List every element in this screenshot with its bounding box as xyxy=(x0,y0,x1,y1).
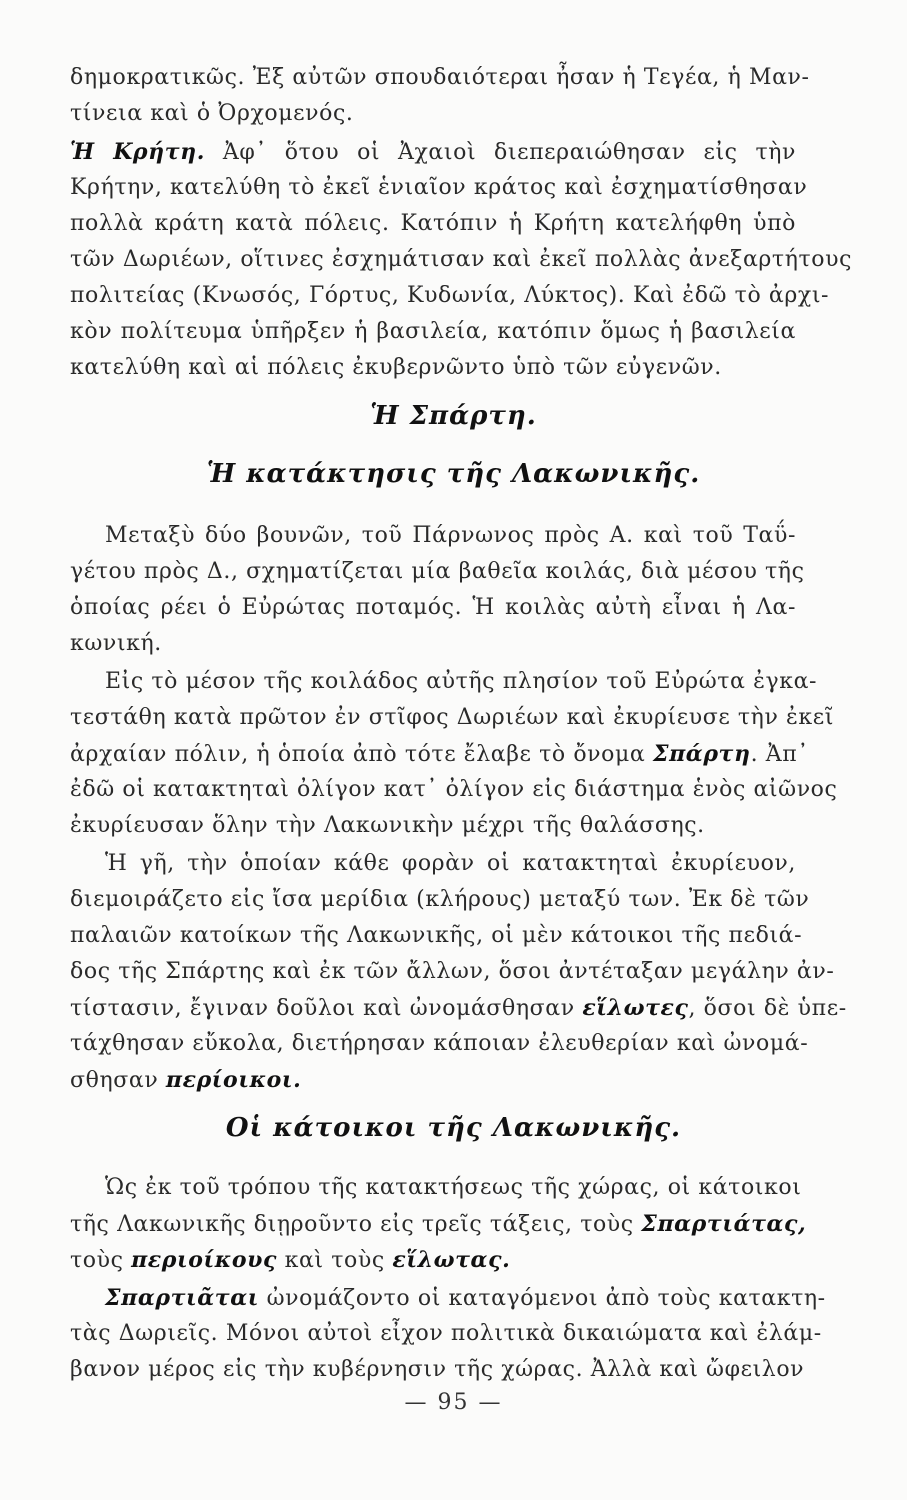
text-span: τίστασιν, ἔγιναν δοῦλοι καὶ ὠνομάσθησαν xyxy=(70,996,583,1021)
text-line: διεμοιράζετο εἰς ἴσα μερίδια (κλήρους) μεταξύ των. Ἐκ δὲ τῶν xyxy=(70,887,810,912)
term-spartiatai: Σπαρτιᾶται xyxy=(105,1285,259,1311)
section-title-crete: Ἡ Κρήτη. xyxy=(70,139,205,165)
section-heading-inhabitants: Οἱ κάτοικοι τῆς Λακωνικῆς. xyxy=(225,1113,682,1143)
text-span: , ὅσοι δὲ ὑπε- xyxy=(688,996,847,1021)
text-span: . Ἀπ᾽ xyxy=(750,742,809,767)
text-line xyxy=(70,1242,796,1278)
text-line: τεστάθη κατὰ πρῶτον ἐν στῖφος Δωριέων καὶ ἐκυρίευσε τὴν ἐκεῖ xyxy=(70,705,835,730)
text-line: τίνεια καὶ ὁ Ὀρχομενός. xyxy=(70,101,354,126)
text-line: Ἡ γῆ, τὴν ὁποίαν κάθε φορὰν οἱ κατακτηταὶ ἐκυρίευον, xyxy=(105,851,796,876)
term-perioikoi: περίοικοι. xyxy=(165,1067,302,1093)
term-sparta: Σπάρτη xyxy=(652,741,751,767)
text-line: ἐδῶ οἱ κατακτηταὶ ὀλίγον κατ᾽ ὀλίγον εἰς διάστημα ἑνὸς αἰῶνος xyxy=(70,777,838,802)
text-line: γέτου πρὸς Δ., σχηματίζεται μία βαθεῖα κοιλάς, διὰ μέσου τῆς xyxy=(70,559,805,584)
text-line xyxy=(70,990,847,1026)
text-line: ὁποίας ρέει ὁ Εὐρώτας ποταμός. Ἡ κοιλὰς αὐτὴ εἶναι ἡ Λα- xyxy=(70,595,796,620)
text-line: βανον μέρος εἰς τὴν κυβέρνησιν τῆς χώρας. Ἀλλὰ καὶ ὤφειλον xyxy=(70,1357,805,1382)
text-line: κὸν πολίτευμα ὑπῆρξεν ἡ βασιλεία, κατόπιν ὅμως ἡ βασιλεία xyxy=(70,319,796,344)
text-span: ὠνομάζοντο οἱ καταγόμενοι ἀπὸ τοὺς κατακτη- xyxy=(258,1286,826,1311)
term-spartiates: Σπαρτιάτας, xyxy=(641,1211,807,1237)
text-line: Εἰς τὸ μέσον τῆς κοιλάδος αὐτῆς πλησίον τοῦ Εὐρώτα ἐγκα- xyxy=(105,669,818,694)
text-line: τάχθησαν εὔκολα, διετήρησαν κάποιαν ἐλευθερίαν καὶ ὠνομά- xyxy=(70,1031,809,1056)
text-line xyxy=(70,736,809,772)
text-span: Ἀφ᾽ ὅτου οἱ Ἀχαιοὶ διεπεραιώθησαν εἰς τὴν xyxy=(205,140,796,165)
text-line: πολλὰ κράτη κατὰ πόλεις. Κατόπιν ἡ Κρήτη κατελήφθη ὑπὸ xyxy=(70,211,796,236)
text-line xyxy=(70,1062,796,1098)
text-span: καὶ τοὺς xyxy=(277,1248,393,1273)
term-helots: εἵλωτες xyxy=(582,995,689,1021)
text-line: Μεταξὺ δύο βουνῶν, τοῦ Πάρνωνος πρὸς Α. καὶ τοῦ Ταΰ- xyxy=(105,523,796,548)
text-line xyxy=(70,134,796,170)
text-line: παλαιῶν κατοίκων τῆς Λακωνικῆς, οἱ μὲν κάτοικοι τῆς πεδιά- xyxy=(70,923,803,948)
term-perioikous: περιοίκους xyxy=(131,1247,278,1273)
section-heading-sparta: Ἡ Σπάρτη. xyxy=(370,401,537,431)
text-line: κατελύθη καὶ αἱ πόλεις ἐκυβερνῶντο ὑπὸ τῶν εὐγενῶν. xyxy=(70,355,722,380)
text-span: τῆς Λακωνικῆς διῃροῦντο εἰς τρεῖς τάξεις, τοὺς xyxy=(70,1212,642,1237)
text-span: τοὺς xyxy=(70,1248,132,1273)
section-heading-conquest: Ἡ κατάκτησις τῆς Λακωνικῆς. xyxy=(206,459,701,489)
term-helotas: εἵλωτας. xyxy=(392,1247,511,1273)
text-line: δημοκρατικῶς. Ἐξ αὐτῶν σπουδαιότεραι ἦσαν ἡ Τεγέα, ἡ Μαν- xyxy=(70,65,810,90)
text-line: ἐκυρίευσαν ὅλην τὴν Λακωνικὴν μέχρι τῆς θαλάσσης. xyxy=(70,813,705,838)
text-line: Ὡς ἐκ τοῦ τρόπου τῆς κατακτήσεως τῆς χώρας, οἱ κάτοικοι xyxy=(105,1175,802,1200)
text-line: κωνική. xyxy=(70,631,162,656)
text-line: πολιτείας (Κνωσός, Γόρτυς, Κυδωνία, Λύκτος). Καὶ ἐδῶ τὸ ἀρχι- xyxy=(70,283,830,308)
text-line: τῶν Δωριέων, οἵτινες ἐσχημάτισαν καὶ ἐκεῖ πολλὰς ἀνεξαρτήτους xyxy=(70,247,852,272)
text-span: ἀρχαίαν πόλιν, ἡ ὁποία ἀπὸ τότε ἔλαβε τὸ ὄνομα xyxy=(70,742,653,767)
text-span: σθησαν xyxy=(70,1068,166,1093)
text-line: δος τῆς Σπάρτης καὶ ἐκ τῶν ἄλλων, ὅσοι ἀντέταξαν μεγάλην ἀν- xyxy=(70,959,835,984)
text-line xyxy=(70,1206,807,1242)
text-line: τὰς Δωριεῖς. Μόνοι αὐτοὶ εἶχον πολιτικὰ δικαιώματα καὶ ἐλάμ- xyxy=(70,1321,822,1346)
text-line: Κρήτην, κατελύθη τὸ ἐκεῖ ἑνιαῖον κράτος καὶ ἐσχηματίσθησαν xyxy=(70,175,808,200)
page-number: — 95 — xyxy=(404,1390,503,1415)
text-line xyxy=(105,1280,826,1316)
